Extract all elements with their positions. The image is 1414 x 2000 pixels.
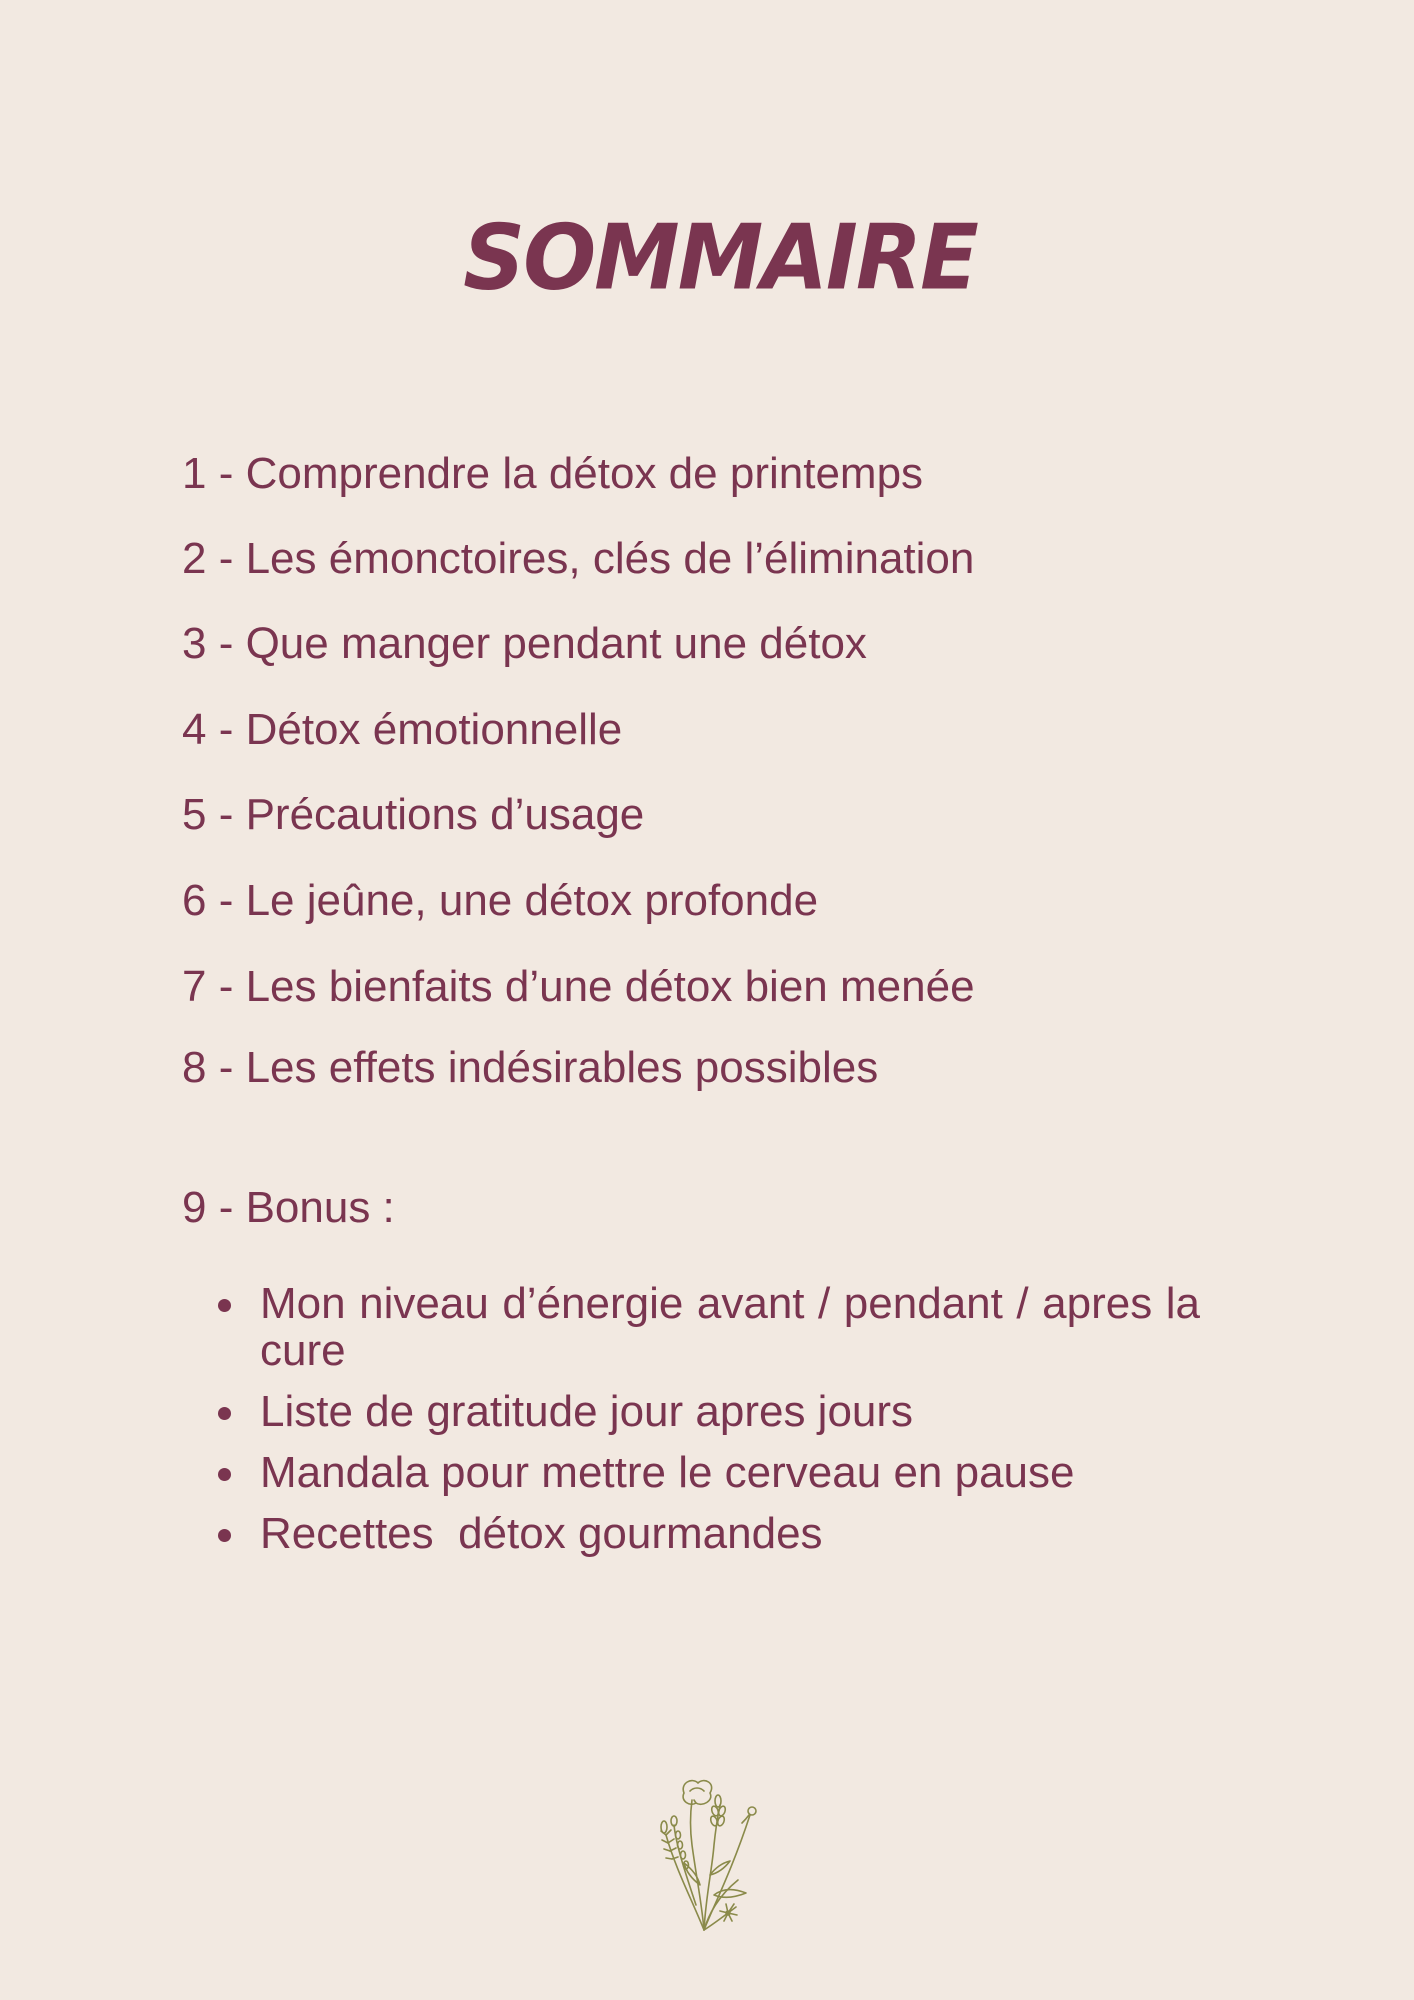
bonus-item-recipes: Recettes détox gourmandes (182, 1510, 1282, 1557)
toc-item-2: 2 - Les émonctoires, clés de l’élimination (182, 534, 975, 583)
bonus-item-gratitude: Liste de gratitude jour apres jours (182, 1388, 1282, 1435)
toc-item-6: 6 - Le jeûne, une détox profonde (182, 876, 819, 925)
toc-item-8: 8 - Les effets indésirables possibles (182, 1043, 879, 1092)
toc-item-9-bonus: 9 - Bonus : (182, 1183, 395, 1232)
toc-item-1: 1 - Comprendre la détox de printemps (182, 449, 924, 498)
bonus-item-energy: Mon niveau d’énergie avant / pendant / apres la cure (182, 1280, 1200, 1374)
page-title: SOMMAIRE (463, 205, 977, 311)
toc-item-5: 5 - Précautions d’usage (182, 790, 645, 839)
toc-item-3: 3 - Que manger pendant une détox (182, 619, 867, 668)
bonus-item-mandala: Mandala pour mettre le cerveau en pause (182, 1449, 1282, 1496)
wildflower-bouquet-icon (652, 1775, 764, 1935)
toc-item-7: 7 - Les bienfaits d’une détox bien menée (182, 962, 975, 1011)
bonus-list (182, 1280, 1282, 1571)
toc-item-4: 4 - Détox émotionnelle (182, 705, 623, 754)
